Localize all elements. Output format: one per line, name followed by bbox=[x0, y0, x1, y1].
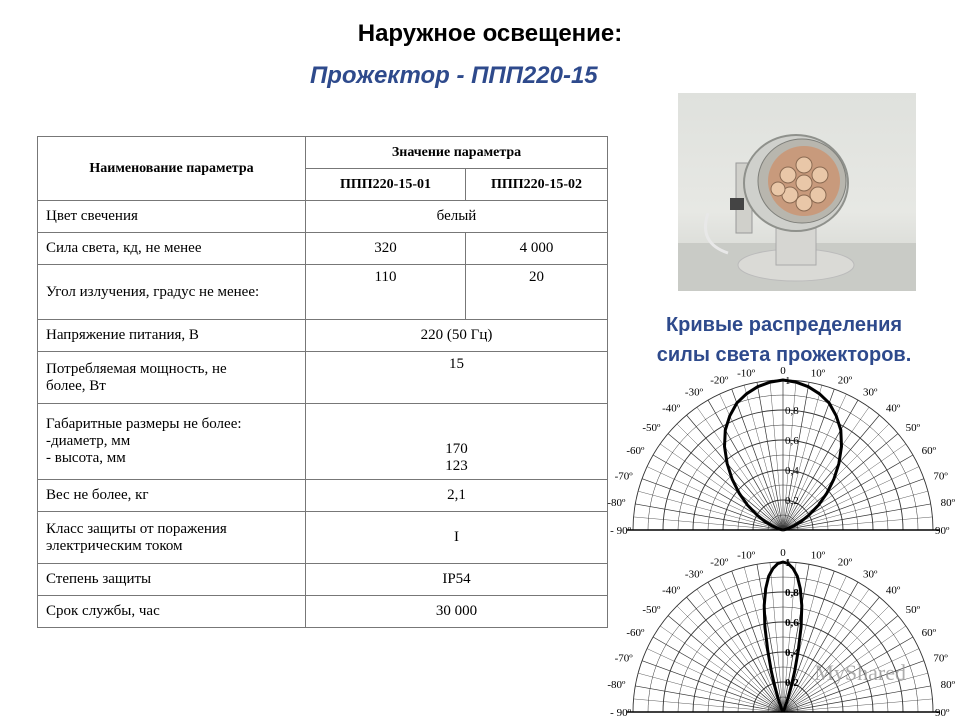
row-label-line: - высота, мм bbox=[46, 450, 297, 467]
angle-label: - 90º bbox=[610, 707, 631, 719]
row-label bbox=[38, 352, 306, 404]
col-header-value: Значение параметра bbox=[306, 137, 608, 169]
angle-label: 90º bbox=[935, 525, 950, 537]
row-value: 4 000 bbox=[466, 233, 608, 265]
grid-spoke bbox=[783, 381, 796, 530]
table-row bbox=[38, 404, 608, 480]
diameter-value: 170 bbox=[314, 441, 599, 458]
table-row bbox=[38, 352, 608, 404]
grid-spoke bbox=[638, 491, 783, 530]
radius-label: 0,8 bbox=[785, 587, 799, 599]
row-value: белый bbox=[306, 201, 608, 233]
row-value: IP54 bbox=[306, 564, 608, 596]
angle-label: -20º bbox=[710, 557, 729, 569]
row-label: Цвет свечения bbox=[38, 201, 306, 233]
angle-label: -50º bbox=[642, 604, 661, 616]
angle-label: - 90º bbox=[610, 525, 631, 537]
angle-label: 20º bbox=[838, 375, 853, 387]
floodlight-icon bbox=[678, 93, 916, 291]
curves-title-line: силы света прожекторов. bbox=[608, 340, 960, 370]
radius-label: 1 bbox=[785, 557, 791, 569]
angle-label: 0 bbox=[780, 366, 786, 377]
radius-label: 0,6 bbox=[785, 435, 799, 447]
table-row bbox=[38, 233, 608, 265]
row-value: I bbox=[306, 512, 608, 564]
angle-label: 70º bbox=[933, 652, 948, 664]
table-row bbox=[38, 512, 608, 564]
angle-label: 50º bbox=[906, 604, 921, 616]
row-label: Вес не более, кг bbox=[38, 480, 306, 512]
table-row bbox=[38, 596, 608, 628]
row-label bbox=[38, 512, 306, 564]
angle-label: 10º bbox=[811, 367, 826, 379]
row-label: Напряжение питания, В bbox=[38, 320, 306, 352]
grid-spoke bbox=[770, 381, 783, 530]
col-header-name: Наименование параметра bbox=[38, 137, 306, 201]
row-label: Угол излучения, градус не менее: bbox=[38, 265, 306, 320]
row-value: 110 bbox=[306, 265, 466, 320]
grid-spoke bbox=[783, 699, 932, 712]
product-subtitle: Прожектор - ППП220-15 bbox=[310, 62, 598, 90]
watermark-text: MyShared bbox=[814, 660, 906, 685]
angle-label: -60º bbox=[626, 445, 645, 457]
grid-spoke bbox=[783, 491, 928, 530]
row-label: Срок службы, час bbox=[38, 596, 306, 628]
angle-label: 60º bbox=[922, 445, 937, 457]
angle-label: -70º bbox=[615, 652, 634, 664]
row-label-line: Габаритные размеры не более: bbox=[46, 416, 297, 433]
page-title: Наружное освещение: bbox=[0, 20, 960, 48]
row-value: 220 (50 Гц) bbox=[306, 320, 608, 352]
angle-label: -30º bbox=[685, 386, 704, 398]
polar-diagram-1 bbox=[606, 366, 960, 543]
angle-label: 0 bbox=[780, 548, 786, 559]
row-value: 2,1 bbox=[306, 480, 608, 512]
angle-label: 20º bbox=[838, 557, 853, 569]
table-row bbox=[38, 265, 608, 320]
polar-diagram-2 bbox=[606, 548, 960, 725]
angle-label: 30º bbox=[863, 386, 878, 398]
row-value bbox=[306, 404, 608, 480]
row-label-line: -диаметр, мм bbox=[46, 433, 297, 450]
angle-label: -60º bbox=[626, 627, 645, 639]
angle-label: 40º bbox=[886, 584, 901, 596]
grid-spoke bbox=[638, 673, 783, 712]
radius-label: 0,4 bbox=[785, 647, 799, 659]
angle-label: -10º bbox=[737, 549, 756, 561]
angle-label: 10º bbox=[811, 549, 826, 561]
angle-label: 30º bbox=[863, 568, 878, 580]
angle-label: 40º bbox=[886, 402, 901, 414]
col-header-model1: ППП220-15-01 bbox=[306, 169, 466, 201]
parameters-table bbox=[37, 136, 608, 628]
row-label bbox=[38, 404, 306, 480]
table-row bbox=[38, 564, 608, 596]
row-label: Сила света, кд, не менее bbox=[38, 233, 306, 265]
curves-title-line: Кривые распределения bbox=[608, 310, 960, 340]
table-row bbox=[38, 480, 608, 512]
angle-label: 80º bbox=[941, 679, 956, 691]
angle-label: 60º bbox=[922, 627, 937, 639]
table-row bbox=[38, 201, 608, 233]
radius-label: 0,2 bbox=[785, 495, 799, 507]
floodlight-photo bbox=[678, 93, 916, 291]
angle-label: 70º bbox=[933, 470, 948, 482]
curves-title bbox=[608, 310, 960, 370]
row-value: 30 000 bbox=[306, 596, 608, 628]
angle-label: 80º bbox=[941, 497, 956, 509]
row-label-line: более, Вт bbox=[46, 378, 297, 395]
height-value: 123 bbox=[314, 458, 599, 475]
angle-label: 50º bbox=[906, 422, 921, 434]
grid-spoke bbox=[634, 699, 783, 712]
row-label-line: электрическим током bbox=[46, 538, 297, 555]
radius-label: 0,6 bbox=[785, 617, 799, 629]
radius-label: 0,2 bbox=[785, 677, 799, 689]
angle-label: -80º bbox=[607, 497, 626, 509]
angle-label: -20º bbox=[710, 375, 729, 387]
angle-label: -50º bbox=[642, 422, 661, 434]
angle-label: 90º bbox=[935, 707, 950, 719]
radius-label: 1 bbox=[785, 375, 791, 387]
table-row bbox=[38, 320, 608, 352]
angle-label: -10º bbox=[737, 367, 756, 379]
row-value: 15 bbox=[306, 352, 608, 404]
radius-label: 0,4 bbox=[785, 465, 799, 477]
angle-label: -40º bbox=[662, 402, 681, 414]
row-label-line: Потребляемая мощность, не bbox=[46, 361, 297, 378]
radius-label: 0,8 bbox=[785, 405, 799, 417]
angle-label: -30º bbox=[685, 568, 704, 580]
col-header-model2: ППП220-15-02 bbox=[466, 169, 608, 201]
row-value: 20 bbox=[466, 265, 608, 320]
angle-label: -70º bbox=[615, 470, 634, 482]
row-label-line: Класс защиты от поражения bbox=[46, 521, 297, 538]
angle-label: -40º bbox=[662, 584, 681, 596]
row-value: 320 bbox=[306, 233, 466, 265]
angle-label: -80º bbox=[607, 679, 626, 691]
row-label: Степень защиты bbox=[38, 564, 306, 596]
